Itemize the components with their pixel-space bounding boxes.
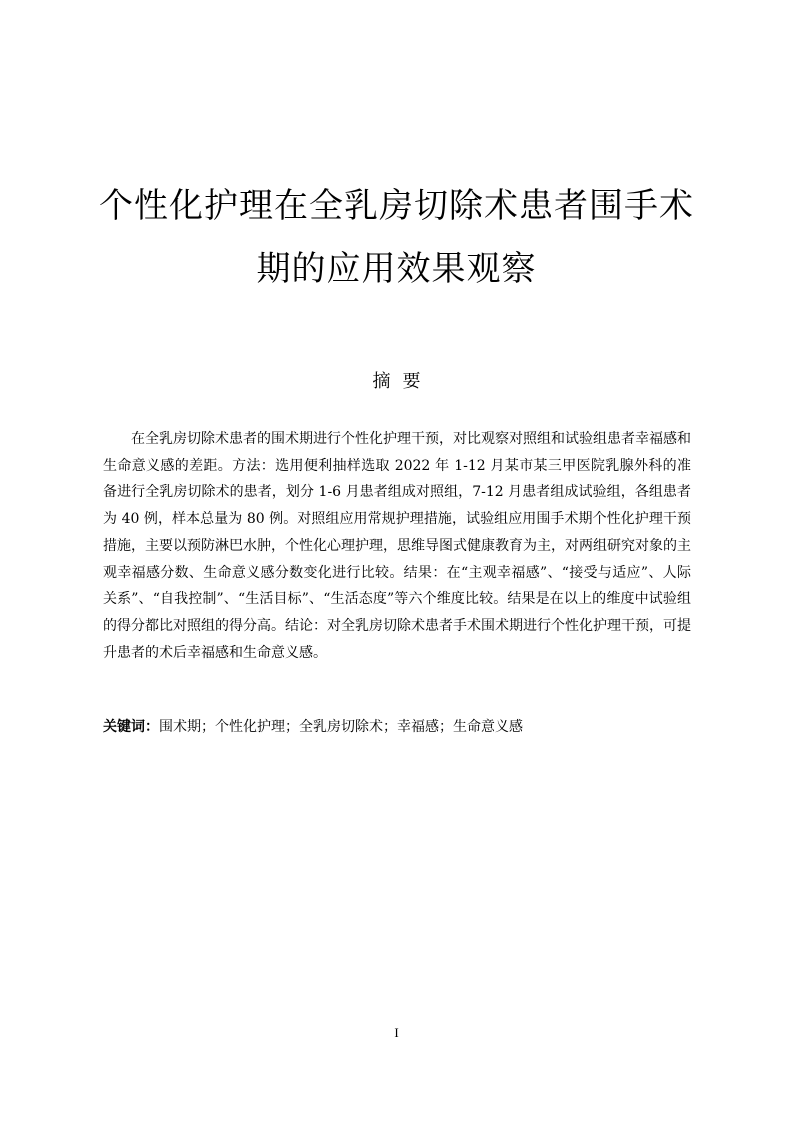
paper-title-line-2: 期的应用效果观察 — [256, 249, 537, 289]
paper-title-line-1: 个性化护理在全乳房切除术患者围手术 — [99, 186, 694, 226]
keywords-label: 关键词： — [103, 719, 159, 735]
abstract-body: 在全乳房切除术患者的围术期进行个性化护理干预，对比观察对照组和试验组患者幸福感和生命意义感的差距。方法：选用便利抽样选取 2022 年 1-12 月某市某三甲医院乳腺外科的准备进行全乳房切除术的患者，划分 1-6 月患者组成对照组，7-12 月患者组成试验组，各组患者为 40 例，样本总量为 80 例。对照组应用常规护理措施，试验组应用围手术期个性化护理干预措施，主要以预防淋巴水肿，个性化心理护理，思维导图式健康教育为主，对两组研究对象的主观幸福感分数、生命意义感分数变化进行比较。结果：在“主观幸福感”、“接受与适应”、人际关系”、“自我控制”、“生活目标”、“生活态度”等六个维度比较。结果是在以上的维度中试验组的得分都比对照组的得分高。结论：对全乳房切除术患者手术围术期进行个性化护理干预，可提升患者的术后幸福感和生命意义感。 — [103, 431, 691, 661]
keywords-text: 围术期；个性化护理；全乳房切除术；幸福感；生命意义感 — [159, 719, 523, 735]
keywords — [103, 715, 691, 739]
page-number: I — [394, 1025, 399, 1040]
abstract-heading: 摘要 — [372, 371, 433, 392]
